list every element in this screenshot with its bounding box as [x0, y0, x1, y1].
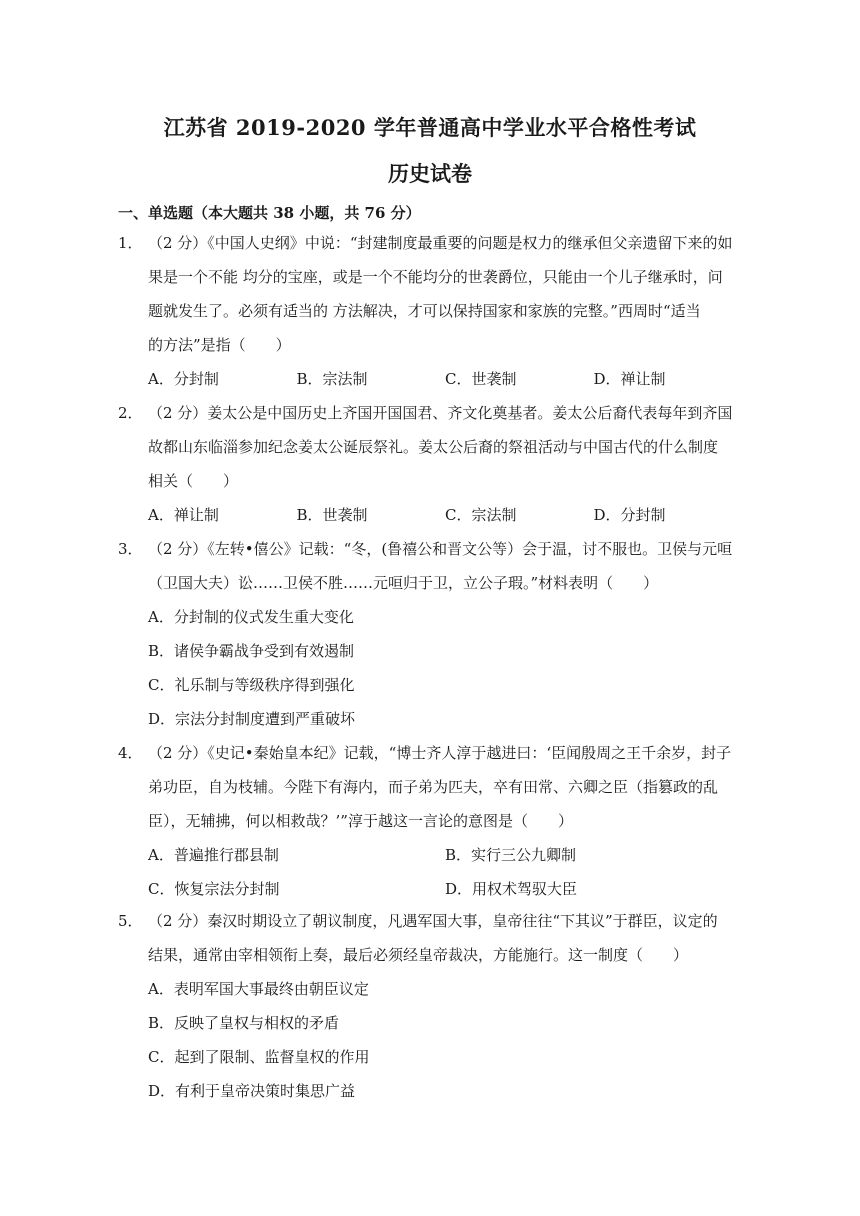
option-c[interactable]: C．宗法制: [445, 506, 517, 524]
option-a[interactable]: A．分封制的仪式发生重大变化: [148, 608, 354, 626]
option-b[interactable]: B．反映了皇权与相权的矛盾: [148, 1014, 340, 1032]
stem-line: 题就发生了。必须有适当的 方法解决，才可以保持国家和家族的完整。”西周时“适当: [148, 302, 701, 320]
stem-line: （2 分）《史记•秦始皇本纪》记载，“博士齐人淳于越进曰：‘臣闻殷周之王千余岁，封子: [148, 744, 732, 762]
option-b[interactable]: B．世袭制: [296, 506, 368, 524]
option-d[interactable]: D．禅让制: [593, 370, 666, 388]
option-d[interactable]: D．用权术驾驭大臣: [445, 880, 578, 898]
option-c[interactable]: C．起到了限制、监督皇权的作用: [148, 1048, 370, 1066]
option-a[interactable]: A．普遍推行郡县制: [148, 846, 279, 864]
stem-line: 结果，通常由宰相领衔上奏，最后必须经皇帝裁决，方能施行。这一制度（ ）: [148, 946, 689, 964]
option-b[interactable]: B．实行三公九卿制: [445, 846, 577, 864]
options-row: [118, 872, 742, 906]
option-c[interactable]: C．世袭制: [445, 370, 517, 388]
stem-line: （卫国大夫）讼……卫侯不胜……元咺归于卫，立公子瑕。”材料表明（ ）: [148, 574, 659, 592]
option-b[interactable]: B．宗法制: [296, 370, 368, 388]
options-row: [118, 838, 742, 872]
stem-line: （2 分）《左转•僖公》记载：“冬，(鲁禧公和晋文公等）会于温，讨不服也。卫侯与元咺: [148, 540, 733, 558]
option-c[interactable]: C．礼乐制与等级秩序得到强化: [148, 676, 355, 694]
question-2: [118, 396, 742, 532]
option-d[interactable]: D．宗法分封制度遭到严重破坏: [148, 710, 356, 728]
option-a[interactable]: A．表明军国大事最终由朝臣议定: [148, 980, 369, 998]
question-number: 4．: [118, 744, 143, 762]
stem-line: 弟功臣，自为枝辅。今陛下有海内，而子弟为匹夫，卒有田常、六卿之臣（指篡政的乱: [148, 778, 719, 796]
exam-subtitle: 历史试卷: [388, 161, 472, 186]
option-d[interactable]: D．有利于皇帝决策时集思广益: [148, 1082, 356, 1100]
stem-line: 果是一个不能 均分的宝座，或是一个不能均分的世袭爵位，只能由一个儿子继承时，问: [148, 268, 723, 286]
question-5: [118, 904, 742, 1108]
stem-line: 的方法”是指（ ）: [148, 336, 291, 354]
question-stem: [118, 396, 742, 498]
option-c[interactable]: C．恢复宗法分封制: [148, 880, 280, 898]
options-row: [118, 362, 742, 396]
options-row: [118, 498, 742, 532]
question-stem: [118, 904, 742, 972]
option-a[interactable]: A．分封制: [148, 370, 219, 388]
question-number: 2．: [118, 404, 143, 422]
question-number: 3．: [118, 540, 143, 558]
stem-line: 相关（ ）: [148, 472, 239, 490]
stem-line: （2 分）姜太公是中国历史上齐国开国国君、齐文化奠基者。姜太公后裔代表每年到齐国: [148, 404, 733, 422]
question-stem: [118, 736, 742, 838]
option-b[interactable]: B．诸侯争霸战争受到有效遏制: [148, 642, 355, 660]
question-3: [118, 532, 742, 736]
option-a[interactable]: A．禅让制: [148, 506, 219, 524]
stem-line: 臣），无辅拂，何以相救哉？’”淳于越这一言论的意图是（ ）: [148, 812, 573, 830]
stem-line: （2 分）秦汉时期设立了朝议制度，凡遇军国大事，皇帝往往“下其议”于群臣，议定的: [148, 912, 718, 930]
section-heading: 一、单选题（本大题共 38 小题，共 76 分）: [118, 204, 421, 222]
stem-line: 故都山东临淄参加纪念姜太公诞辰祭礼。姜太公后裔的祭祖活动与中国古代的什么制度: [148, 438, 719, 456]
question-1: [118, 226, 742, 396]
question-number: 5．: [118, 912, 143, 930]
option-d[interactable]: D．分封制: [593, 506, 666, 524]
question-number: 1．: [118, 234, 143, 252]
exam-title: 江苏省 2019-2020 学年普通高中学业水平合格性考试: [163, 115, 697, 140]
question-stem: [118, 532, 742, 600]
question-4: [118, 736, 742, 906]
question-stem: [118, 226, 742, 362]
stem-line: （2 分）《中国人史纲》中说：“封建制度最重要的问题是权力的继承但父亲遗留下来的如: [148, 234, 733, 252]
